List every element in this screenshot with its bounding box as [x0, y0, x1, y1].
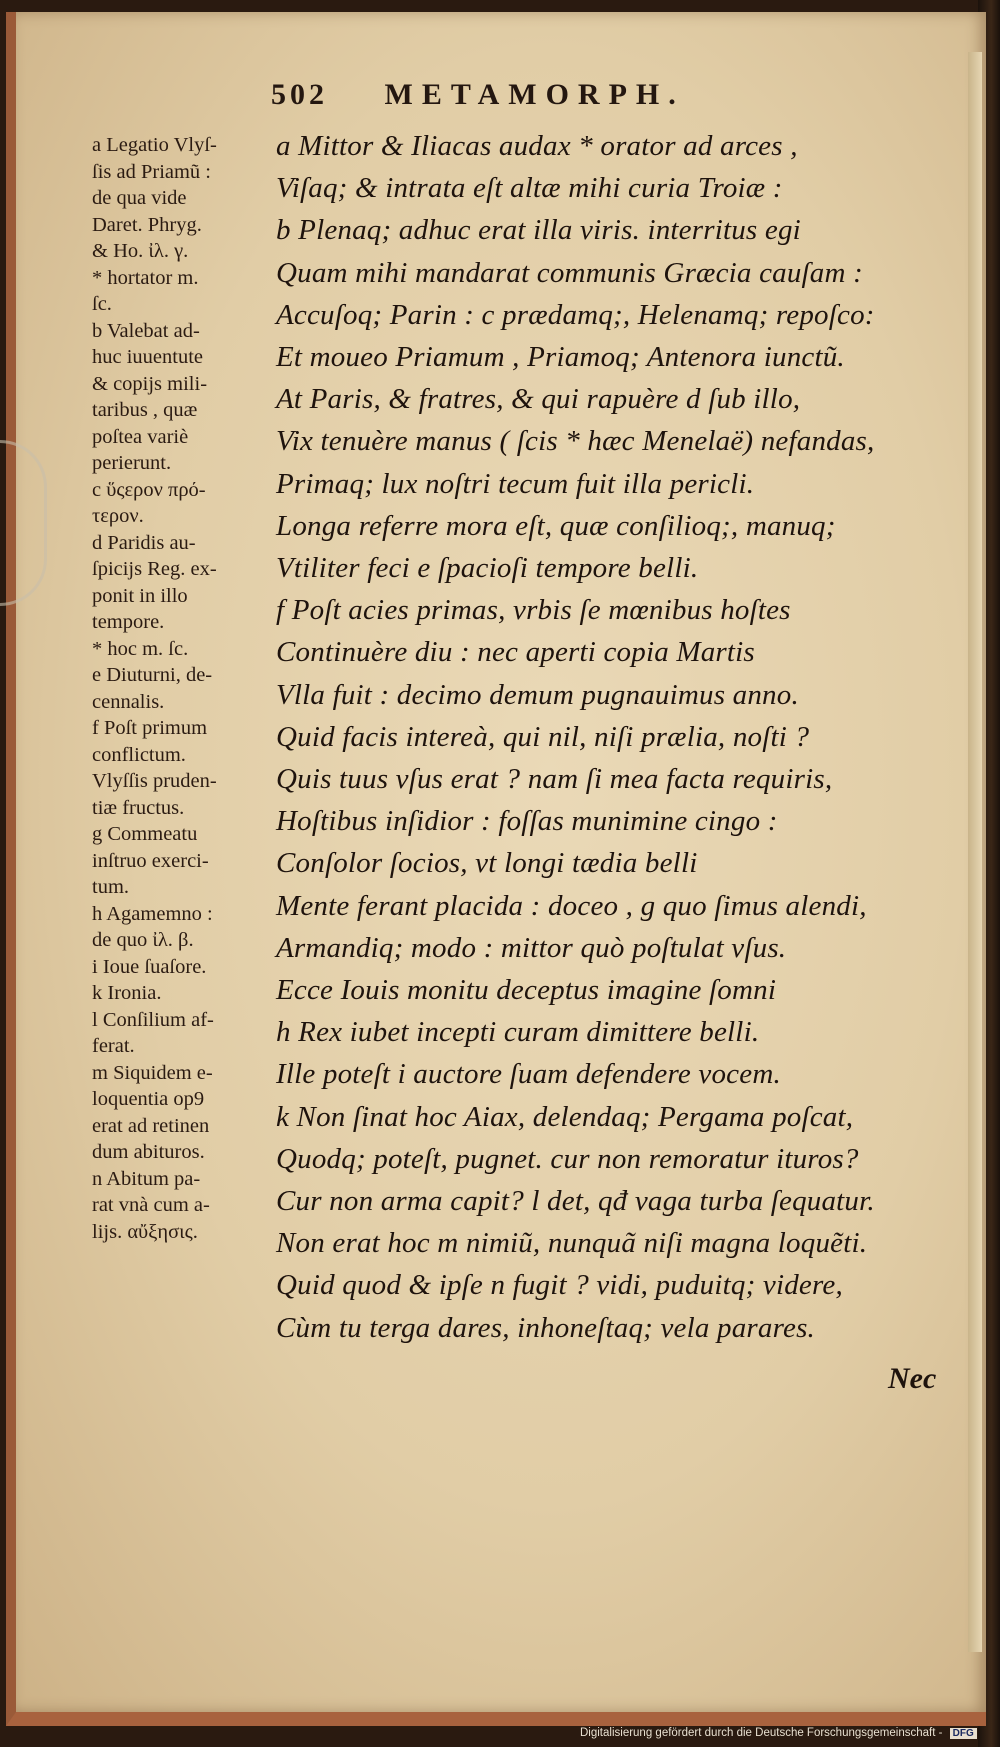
- margin-note-line: inſtruo exerci-: [92, 849, 209, 872]
- credit-text: Digitalisierung gefördert durch die Deutsche Forschungsgemeinschaft -: [580, 1727, 943, 1739]
- margin-note-line: g Commeatu: [92, 823, 198, 845]
- margin-note-line: conflictum.: [92, 743, 186, 766]
- verse-line: Quid quod & ipſe n fugit ? vidi, puduitq; videre,: [276, 1269, 843, 1302]
- verse-line: Hoſtibus inſidior : foſſas munimine cingo :: [276, 805, 778, 838]
- margin-note-line: f Poſt primum: [92, 717, 208, 739]
- dfg-logo: DFG: [950, 1728, 977, 1739]
- margin-note-line: ferat.: [92, 1035, 135, 1057]
- margin-note-line: tempore.: [92, 611, 165, 633]
- margin-note-line: ſpicijs Reg. ex-: [92, 558, 217, 580]
- margin-note-line: huc iuuentute: [92, 346, 204, 368]
- verse-line: b Plenaq; adhuc erat illa viris. interritus egi: [276, 214, 801, 247]
- margin-note-line: * hortator m.: [92, 266, 199, 289]
- margin-note-line: k Ironia.: [92, 982, 162, 1004]
- margin-note-line: tiæ fructus.: [92, 796, 185, 819]
- verse-line: Longa referre mora eſt, quæ conſilioq;, manuq;: [276, 509, 836, 542]
- running-title: METAMORPH.: [384, 78, 685, 111]
- verse-line: Armandiq; modo : mittor quò poſtulat vſus.: [276, 931, 787, 964]
- margin-note-line: lijs. αὔξησις.: [92, 1220, 198, 1243]
- margin-note-line: erat ad retinen: [92, 1114, 210, 1137]
- verse-line: Continuère diu : nec aperti copia Martis: [276, 636, 755, 669]
- margin-note-line: * hoc m. ſc.: [92, 637, 189, 660]
- verse-block: [276, 125, 966, 1349]
- page-clip-mark: [0, 440, 47, 606]
- margin-note-line: & copijs mili-: [92, 372, 208, 395]
- margin-note-line: e Diuturni, de-: [92, 664, 213, 686]
- page-number: 502: [271, 78, 328, 111]
- margin-note-line: a Legatio Vlyſ-: [92, 134, 217, 156]
- margin-note-line: perierunt.: [92, 452, 172, 474]
- verse-line: h Rex iubet incepti curam dimittere belli.: [276, 1016, 760, 1049]
- verse-line: Quam mihi mandarat communis Græcia cauſam :: [276, 256, 863, 289]
- margin-note-line: Vlyſſis pruden-: [92, 770, 217, 792]
- verse-line: Cùm tu terga dares, inhoneſtaq; vela parares.: [276, 1311, 816, 1344]
- verse-line: f Poſt acies primas, vrbis ſe mœnibus hoſtes: [276, 594, 791, 627]
- verse-line: Non erat hoc m nimiũ, nunquã niſi magna loquẽti.: [276, 1227, 868, 1260]
- verse-line: k Non ſinat hoc Aiax, delendaq; Pergama poſcat,: [276, 1100, 854, 1133]
- margin-note-line: & Ho. ἰλ. γ.: [92, 240, 189, 262]
- margin-note-line: n Abitum pa-: [92, 1167, 201, 1190]
- verse-line: Cur non arma capit? l det, qđ vaga turba ſequatur.: [276, 1185, 875, 1218]
- margin-note-line: m Siquidem e-: [92, 1061, 213, 1084]
- margin-note-line: dum abituros.: [92, 1141, 205, 1163]
- margin-note-line: cennalis.: [92, 690, 165, 713]
- margin-note-line: c ὕςερον πρό-: [92, 478, 206, 501]
- page-header: [271, 78, 685, 112]
- margin-note-line: loquentia op9: [92, 1088, 205, 1110]
- margin-note-line: d Paridis au-: [92, 531, 196, 554]
- verse-line: Vix tenuère manus ( ſcis * hæc Menelaë) nefandas,: [276, 425, 875, 458]
- margin-note-line: Daret. Phryg.: [92, 213, 202, 236]
- margin-note-line: de quo ἰλ. β.: [92, 929, 194, 951]
- margin-note-line: de qua vide: [92, 187, 187, 209]
- margin-note-line: i Ioue ſuaſore.: [92, 955, 207, 978]
- margin-note-line: tum.: [92, 876, 130, 898]
- verse-line: Quodq; poteſt, pugnet. cur non remoratur ituros?: [276, 1142, 859, 1175]
- verse-line: Ille poteſt i auctore ſuam defendere vocem.: [276, 1058, 781, 1091]
- margin-note-line: τερον.: [92, 505, 144, 527]
- verse-line: At Paris, & fratres, & qui rapuère d ſub illo,: [276, 383, 801, 416]
- margin-note-line: taribus , quæ: [92, 399, 198, 421]
- margin-note-line: b Valebat ad-: [92, 319, 200, 342]
- verse-line: Conſolor ſocios, vt longi tædia belli: [276, 847, 698, 880]
- margin-note-line: ſis ad Priamũ :: [92, 160, 212, 183]
- next-page-edge: [968, 52, 982, 1652]
- verse-line: Mente ferant placida : doceo , g quo ſimus alendi,: [276, 889, 867, 922]
- margin-note-line: poſtea variè: [92, 425, 189, 448]
- digitization-credit: [580, 1727, 977, 1739]
- margin-note-line: h Agamemno :: [92, 902, 213, 925]
- verse-line: Primaq; lux noſtri tecum fuit illa pericli.: [276, 467, 755, 500]
- margin-note-line: ſc.: [92, 293, 112, 315]
- verse-line: Vlla fuit : decimo demum pugnauimus anno.: [276, 678, 799, 711]
- verse-line: Ecce Iouis monitu deceptus imagine ſomni: [276, 974, 777, 1007]
- margin-note-line: l Conſilium af-: [92, 1008, 214, 1031]
- verse-line: Quis tuus vſus erat ? nam ſi mea facta requiris,: [276, 763, 833, 796]
- verse-line: Quid facis intereà, qui nil, niſi prælia, noſti ?: [276, 720, 810, 753]
- verse-line: Et moueo Priamum , Priamoq; Antenora iunctũ.: [276, 341, 845, 374]
- verse-line: Viſaq; & intrata eſt altæ mihi curia Troiæ :: [276, 172, 783, 205]
- verse-line: Accuſoq; Parin : c prædamq;, Helenamq; repoſco:: [276, 298, 875, 331]
- margin-notes: [92, 132, 272, 1245]
- catchword: Nec: [888, 1362, 937, 1395]
- margin-note-line: rat vnà cum a-: [92, 1194, 210, 1216]
- verse-line: Vtiliter feci e ſpacioſi tempore belli.: [276, 552, 699, 585]
- verse-line: a Mittor & Iliacas audax * orator ad arces ,: [276, 130, 798, 162]
- margin-note-line: ponit in illo: [92, 584, 188, 607]
